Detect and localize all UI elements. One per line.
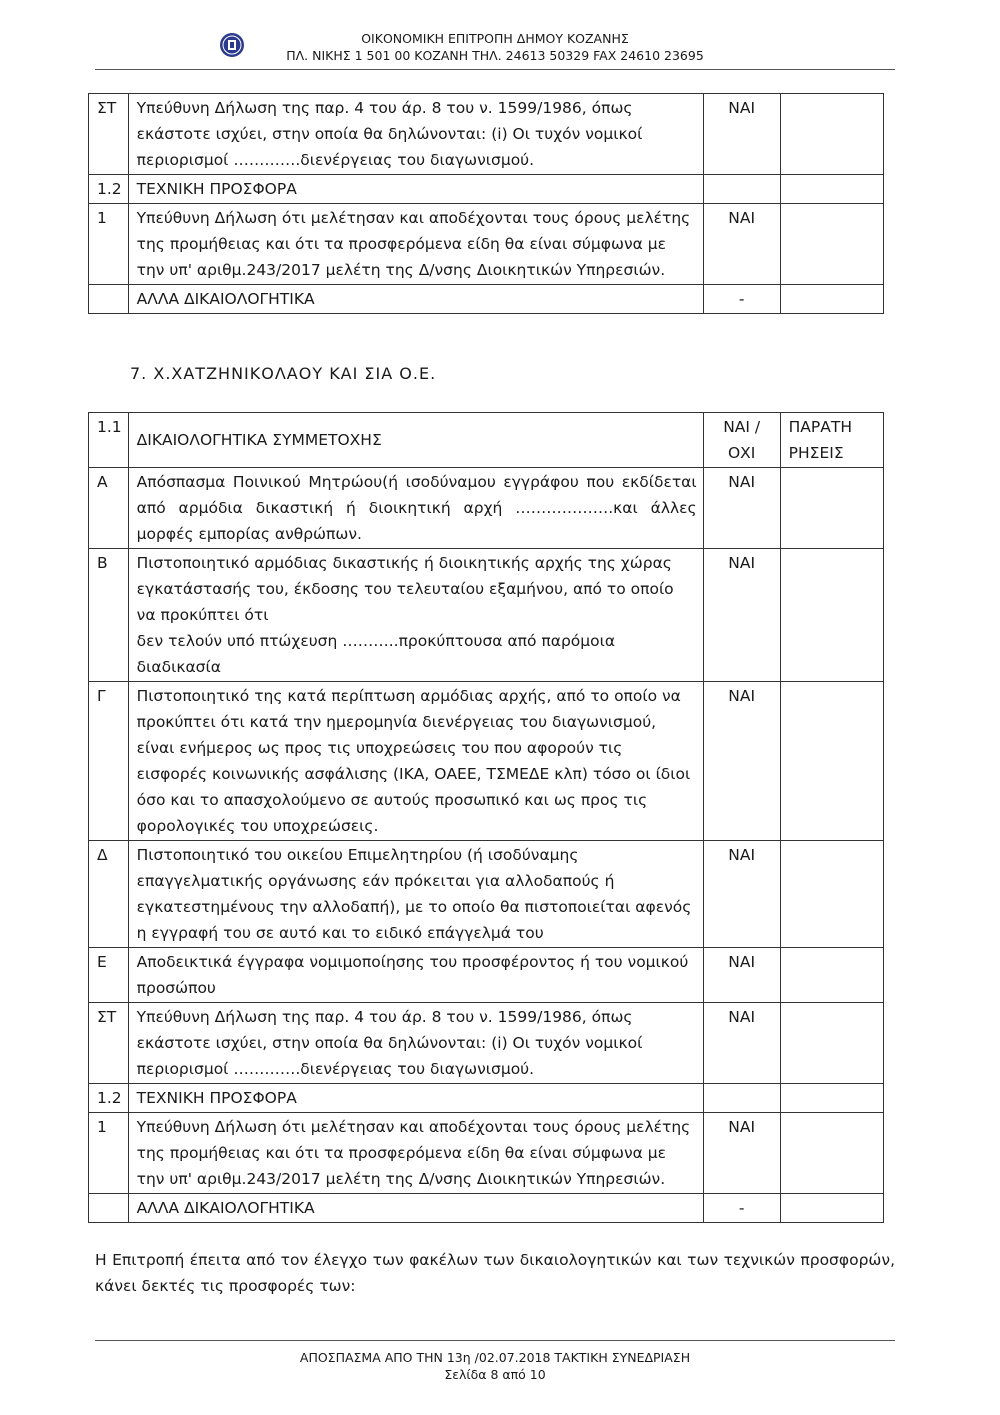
header-remarks-line2: ΡΗΣΕΙΣ bbox=[788, 444, 844, 462]
header-title: ΟΙΚΟΝΟΜΙΚΗ ΕΠΙΤΡΟΠΗ ΔΗΜΟΥ ΚΟΖΑΝΗΣ bbox=[361, 31, 629, 46]
row-answer bbox=[703, 1084, 780, 1113]
row-description: Πιστοποιητικό της κατά περίπτωση αρμόδιας αρχής, από το οποίο να προκύπτει ότι κατά την ημερομηνία διενέργειας του διαγωνισμού, είναι ενήμερος ως προς τις υποχρεώσεις του που αφορούν τις εισφορές κοινωνικής ασφάλισης (ΙΚΑ, ΟΑΕΕ, ΤΣΜΕΔΕ κλπ) τόσο οι ίδιοι όσο και το απασχολούμενο σε αυτούς προσωπικό και ως προς τις φορολογικές του υποχρεώσεις. bbox=[128, 682, 703, 841]
participation-documents-table bbox=[88, 412, 884, 1223]
header-remarks bbox=[780, 413, 883, 468]
row-description: Υπεύθυνη Δήλωση της παρ. 4 του άρ. 8 του ν. 1599/1986, όπως εκάστοτε ισχύει, στην οποία θα δηλώνονται: (i) Οι τυχόν νομικοί περιορισμοί ………….διενέργειας του διαγωνισμού. bbox=[128, 1003, 703, 1084]
row-answer: ΝΑΙ bbox=[703, 682, 780, 841]
table-row bbox=[89, 204, 884, 285]
row-remarks bbox=[780, 94, 883, 175]
row-label: Β bbox=[89, 549, 129, 682]
table-row bbox=[89, 285, 884, 314]
row-label: ΣΤ bbox=[89, 94, 129, 175]
row-label: 1.2 bbox=[89, 175, 129, 204]
page-header bbox=[95, 30, 895, 64]
row-description: ΤΕΧΝΙΚΗ ΠΡΟΣΦΟΡΑ bbox=[128, 175, 703, 204]
row-description: Υπεύθυνη Δήλωση ότι μελέτησαν και αποδέχονται τους όρους μελέτης της προμήθειας και ότι τα προσφερόμενα είδη θα είναι σύμφωνα με την υπ' αριθμ.243/2017 μελέτη της Δ/νσης Διοικητικών Υπηρεσιών. bbox=[128, 204, 703, 285]
row-label: Γ bbox=[89, 682, 129, 841]
row-answer: ΝΑΙ bbox=[703, 1003, 780, 1084]
row-label: ΣΤ bbox=[89, 1003, 129, 1084]
row-answer bbox=[703, 175, 780, 204]
row-description: Πιστοποιητικό του οικείου Επιμελητηρίου (ή ισοδύναμης επαγγελματικής οργάνωσης εάν πρόκειται για αλλοδαπούς ή εγκατεστημένους την αλλοδαπή), με το οποίο θα πιστοποιείται αφενός η εγγραφή του σε αυτό και το ειδικό επάγγελμά του bbox=[128, 841, 703, 948]
row-remarks bbox=[780, 841, 883, 948]
row-answer: - bbox=[703, 1194, 780, 1223]
row-description bbox=[128, 549, 703, 682]
row-label: Α bbox=[89, 468, 129, 549]
row-label bbox=[89, 1194, 129, 1223]
table-row bbox=[89, 948, 884, 1003]
table-row bbox=[89, 468, 884, 549]
row-remarks bbox=[780, 682, 883, 841]
row-description: ΤΕΧΝΙΚΗ ΠΡΟΣΦΟΡΑ bbox=[128, 1084, 703, 1113]
row-answer: ΝΑΙ bbox=[703, 549, 780, 682]
page-number: Σελίδα 8 από 10 bbox=[444, 1367, 546, 1382]
header-answer-line2: ΟΧΙ bbox=[727, 444, 756, 462]
row-remarks bbox=[780, 549, 883, 682]
footer-divider bbox=[95, 1340, 895, 1341]
page-footer bbox=[95, 1349, 895, 1383]
row-label: Ε bbox=[89, 948, 129, 1003]
row-description: ΑΛΛΑ ΔΙΚΑΙΟΛΟΓΗΤΙΚΑ bbox=[128, 285, 703, 314]
row-answer: ΝΑΙ bbox=[703, 948, 780, 1003]
header-answer-line1: ΝΑΙ / bbox=[723, 418, 761, 436]
row-remarks bbox=[780, 285, 883, 314]
table-row bbox=[89, 175, 884, 204]
row-label: 1 bbox=[89, 1113, 129, 1194]
table-row bbox=[89, 1194, 884, 1223]
row-answer: ΝΑΙ bbox=[703, 468, 780, 549]
row-description: Υπεύθυνη Δήλωση ότι μελέτησαν και αποδέχονται τους όρους μελέτης της προμήθειας και ότι τα προσφερόμενα είδη θα είναι σύμφωνα με την υπ' αριθμ.243/2017 μελέτη της Δ/νσης Διοικητικών Υπηρεσιών. bbox=[128, 1113, 703, 1194]
row-answer: ΝΑΙ bbox=[703, 94, 780, 175]
row-answer: - bbox=[703, 285, 780, 314]
footer-session: ΑΠΟΣΠΑΣΜΑ ΑΠΟ ΤΗΝ 13η /02.07.2018 ΤΑΚΤΙΚΗ ΣΥΝΕΔΡΙΑΣΗ bbox=[299, 1350, 691, 1365]
row-description: ΑΛΛΑ ΔΙΚΑΙΟΛΟΓΗΤΙΚΑ bbox=[128, 1194, 703, 1223]
table-row bbox=[89, 549, 884, 682]
table-row bbox=[89, 841, 884, 948]
row-description: Απόσπασμα Ποινικού Μητρώου(ή ισοδύναμου εγγράφου που εκδίδεται από αρμόδια δικαστική ή διοικητική αρχή ……………….και άλλες μορφές εμπορίας ανθρώπων. bbox=[128, 468, 703, 549]
header-divider bbox=[95, 69, 895, 70]
row-remarks bbox=[780, 948, 883, 1003]
table-header-row bbox=[89, 413, 884, 468]
closing-paragraph: Η Επιτροπή έπειτα από τον έλεγχο των φακέλων των δικαιολογητικών και των τεχνικών προσφορών, κάνει δεκτές τις προσφορές των: bbox=[95, 1251, 895, 1295]
row-description-part1: Πιστοποιητικό αρμόδιας δικαστικής ή διοικητικής αρχής της χώρας εγκατάστασής του, έκδοσης του τελευταίου εξαμήνου, από το οποίο να προκύπτει ότι bbox=[136, 554, 674, 624]
row-description-part2: δεν τελούν υπό πτώχευση ………..προκύπτουσα από παρόμοια διαδικασία bbox=[136, 632, 616, 676]
row-label: 1 bbox=[89, 204, 129, 285]
header-answer bbox=[703, 413, 780, 468]
section-title: 7. Χ.ΧΑΤΖΗΝΙΚΟΛΑΟΥ ΚΑΙ ΣΙΑ Ο.Ε. bbox=[130, 364, 437, 383]
row-remarks bbox=[780, 1003, 883, 1084]
header-address: ΠΛ. ΝΙΚΗΣ 1 501 00 ΚΟΖΑΝΗ ΤΗΛ. 24613 50329 FAX 24610 23695 bbox=[286, 48, 704, 63]
header-description: ΔΙΚΑΙΟΛΟΓΗΤΙΚΑ ΣΥΜΜΕΤΟΧΗΣ bbox=[128, 413, 703, 468]
row-description: Αποδεικτικά έγγραφα νομιμοποίησης του προσφέροντος ή του νομικού προσώπου bbox=[128, 948, 703, 1003]
row-remarks bbox=[780, 468, 883, 549]
row-remarks bbox=[780, 1084, 883, 1113]
table-row bbox=[89, 1113, 884, 1194]
continuation-table bbox=[88, 93, 884, 314]
table-row bbox=[89, 1084, 884, 1113]
row-label bbox=[89, 285, 129, 314]
row-answer: ΝΑΙ bbox=[703, 841, 780, 948]
table-row bbox=[89, 94, 884, 175]
row-answer: ΝΑΙ bbox=[703, 1113, 780, 1194]
table-row bbox=[89, 1003, 884, 1084]
row-remarks bbox=[780, 204, 883, 285]
row-answer: ΝΑΙ bbox=[703, 204, 780, 285]
row-label: 1.2 bbox=[89, 1084, 129, 1113]
row-description: Υπεύθυνη Δήλωση της παρ. 4 του άρ. 8 του ν. 1599/1986, όπως εκάστοτε ισχύει, στην οποία θα δηλώνονται: (i) Οι τυχόν νομικοί περιορισμοί ………….διενέργειας του διαγωνισμού. bbox=[128, 94, 703, 175]
header-label: 1.1 bbox=[89, 413, 129, 468]
table-row bbox=[89, 682, 884, 841]
row-remarks bbox=[780, 1113, 883, 1194]
header-remarks-line1: ΠΑΡΑΤΗ bbox=[788, 418, 852, 436]
row-label: Δ bbox=[89, 841, 129, 948]
row-remarks bbox=[780, 1194, 883, 1223]
row-remarks bbox=[780, 175, 883, 204]
